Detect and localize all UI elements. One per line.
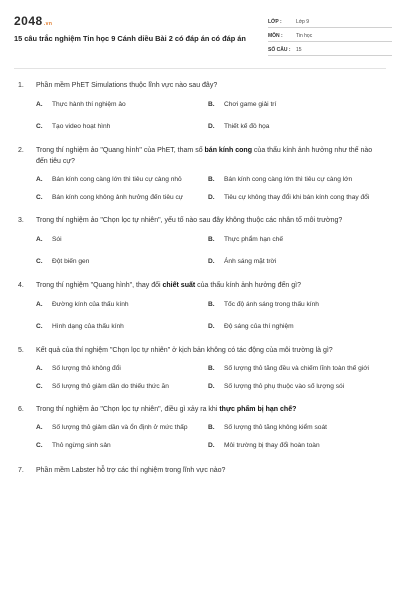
- option-letter: B.: [208, 424, 215, 431]
- option-text: Sói: [52, 236, 62, 243]
- option-c[interactable]: [36, 322, 208, 332]
- option-b[interactable]: [208, 364, 380, 374]
- option-letter: A.: [36, 301, 43, 308]
- document-title: 15 câu trắc nghiệm Tin học 9 Cánh diều Bài 2 có đáp án có đáp án: [14, 34, 246, 43]
- option-a[interactable]: [36, 300, 208, 310]
- header-divider: [14, 68, 386, 69]
- question: [18, 280, 384, 332]
- option-a[interactable]: [36, 100, 208, 110]
- option-letter: C.: [36, 383, 43, 390]
- meta-value: Tin học: [296, 33, 313, 39]
- option-c[interactable]: [36, 441, 208, 451]
- option-letter: B.: [208, 101, 215, 108]
- option-text: Thiết kế đồ họa: [224, 123, 270, 130]
- meta-row-subject: [268, 28, 392, 42]
- option-text: Số lượng thỏ phụ thuộc vào số lượng sói: [224, 383, 345, 390]
- meta-label: MÔN :: [268, 33, 283, 39]
- option-letter: D.: [208, 442, 215, 449]
- option-text: Ánh sáng mặt trời: [224, 258, 277, 265]
- page-header: [14, 14, 386, 60]
- option-text: Thực hành thí nghiệm ảo: [52, 101, 126, 108]
- option-text: Bán kính cong không ảnh hưởng đến tiêu cự: [52, 194, 184, 201]
- option-letter: A.: [36, 236, 43, 243]
- question: [18, 404, 384, 451]
- option-text: Bán kính cong càng lớn thì tiêu cự càng nhỏ: [52, 176, 182, 183]
- option-letter: A.: [36, 424, 43, 431]
- option-letter: B.: [208, 301, 215, 308]
- option-letter: C.: [36, 323, 43, 330]
- option-letter: C.: [36, 123, 43, 130]
- meta-value: Lớp 9: [296, 19, 310, 25]
- question-number: 3.: [18, 217, 24, 224]
- question-number: 6.: [18, 406, 24, 413]
- question-text: [36, 465, 384, 476]
- meta-value: 15: [296, 47, 302, 53]
- option-d[interactable]: [208, 257, 380, 267]
- option-letter: A.: [36, 101, 43, 108]
- question-list: [18, 80, 384, 476]
- option-d[interactable]: [208, 382, 380, 392]
- question-text: [36, 404, 384, 415]
- option-letter: A.: [36, 365, 43, 372]
- meta-row-count: [268, 42, 392, 56]
- question-text-bold: chiết suất: [162, 282, 196, 289]
- question: [18, 80, 384, 132]
- option-letter: D.: [208, 258, 215, 265]
- option-text: Bán kính cong càng lớn thì tiêu cự càng lớn: [224, 176, 353, 183]
- option-text: Chơi game giải trí: [224, 101, 277, 108]
- option-text: Số lượng thỏ tăng đều và chiếm lĩnh toàn thế giới: [224, 365, 370, 372]
- question-number: 4.: [18, 282, 24, 289]
- meta-label: LỚP :: [268, 19, 282, 25]
- option-b[interactable]: [208, 100, 380, 110]
- question: [18, 215, 384, 267]
- option-text: Môi trường bị thay đổi hoàn toàn: [224, 442, 320, 449]
- option-letter: D.: [208, 194, 215, 201]
- meta-row-class: [268, 14, 392, 28]
- option-text: Đột biến gen: [52, 258, 90, 265]
- option-d[interactable]: [208, 322, 380, 332]
- option-text: Tốc độ ánh sáng trong thấu kính: [224, 301, 319, 308]
- option-b[interactable]: [208, 175, 380, 185]
- option-d[interactable]: [208, 441, 380, 451]
- question-number: 2.: [18, 147, 24, 154]
- option-letter: C.: [36, 194, 43, 201]
- option-letter: D.: [208, 383, 215, 390]
- question-text-part: Kết quả của thí nghiệm "Chọn lọc tự nhiên" ở kịch bản không có tác động của môi trường là gì?: [36, 347, 333, 354]
- option-c[interactable]: [36, 382, 208, 392]
- question-text: [36, 80, 384, 91]
- question-text-bold: bán kính cong: [204, 147, 252, 154]
- option-b[interactable]: [208, 235, 380, 245]
- option-letter: A.: [36, 176, 43, 183]
- option-text: Số lượng thỏ tăng không kiểm soát: [224, 424, 327, 431]
- option-letter: B.: [208, 236, 215, 243]
- question: [18, 345, 384, 392]
- option-text: Tạo video hoạt hình: [52, 123, 111, 130]
- option-c[interactable]: [36, 193, 208, 203]
- option-text: Thực phẩm hạn chế: [224, 236, 284, 243]
- option-text: Số lượng thỏ giảm dần và ổn định ở mức thấp: [52, 424, 188, 431]
- option-c[interactable]: [36, 257, 208, 267]
- question-text-part: Trong thí nghiệm "Quang hình", thay đổi: [36, 282, 163, 289]
- option-text: Số lượng thỏ không đổi: [52, 365, 121, 372]
- option-letter: B.: [208, 365, 215, 372]
- option-a[interactable]: [36, 423, 208, 433]
- question: [18, 145, 384, 203]
- option-letter: C.: [36, 442, 43, 449]
- question-text-part: Phần mềm Labster hỗ trợ các thí nghiệm trong lĩnh vực nào?: [36, 467, 226, 474]
- meta-panel: [268, 14, 392, 56]
- question-number: 1.: [18, 82, 24, 89]
- option-text: Độ sáng của thí nghiệm: [224, 323, 294, 330]
- option-text: Số lượng thỏ giảm dần do thiếu thức ăn: [52, 383, 169, 390]
- question: [18, 465, 384, 476]
- question-text-part: Phần mềm PhET Simulations thuộc lĩnh vực nào sau đây?: [36, 82, 218, 89]
- option-a[interactable]: [36, 175, 208, 185]
- question-text-part: của thấu kính ảnh hưởng đến gì?: [195, 282, 302, 289]
- option-b[interactable]: [208, 423, 380, 433]
- option-letter: C.: [36, 258, 43, 265]
- question-text: [36, 145, 384, 167]
- meta-label: SỐ CÂU :: [268, 47, 291, 53]
- option-d[interactable]: [208, 193, 380, 203]
- question-text: [36, 215, 384, 226]
- option-text: Tiêu cự không thay đổi khi bán kính cong thay đổi: [224, 194, 370, 201]
- option-a[interactable]: [36, 235, 208, 245]
- option-d[interactable]: [208, 122, 380, 132]
- question-number: 7.: [18, 467, 24, 474]
- question-text: [36, 345, 384, 356]
- option-text: Đường kính của thấu kính: [52, 301, 129, 308]
- question-text-part: Trong thí nghiệm ảo "Chọn lọc tự nhiên", điều gì xảy ra khi: [36, 406, 220, 413]
- question-text-part: của thấu kính ảnh hưởng như thế nào đến tiêu cự?: [36, 147, 373, 165]
- option-letter: B.: [208, 176, 215, 183]
- option-c[interactable]: [36, 122, 208, 132]
- option-letter: D.: [208, 123, 215, 130]
- question-text-part: Trong thí nghiệm ảo "Quang hình" của PhET, tham số: [36, 147, 205, 154]
- question-text-part: Trong thí nghiệm ảo "Chọn lọc tự nhiên", yếu tố nào sau đây không thuộc các nhân tố môi trường?: [36, 217, 343, 224]
- option-text: Hình dạng của thấu kính: [52, 323, 124, 330]
- option-letter: D.: [208, 323, 215, 330]
- option-text: Thỏ ngừng sinh sản: [52, 442, 111, 449]
- option-a[interactable]: [36, 364, 208, 374]
- question-text-bold: thực phẩm bị hạn chế?: [219, 406, 297, 413]
- option-b[interactable]: [208, 300, 380, 310]
- question-number: 5.: [18, 347, 24, 354]
- logo-main: 2048: [14, 14, 43, 28]
- question-text: [36, 280, 384, 291]
- logo-sub: .vn: [43, 21, 53, 27]
